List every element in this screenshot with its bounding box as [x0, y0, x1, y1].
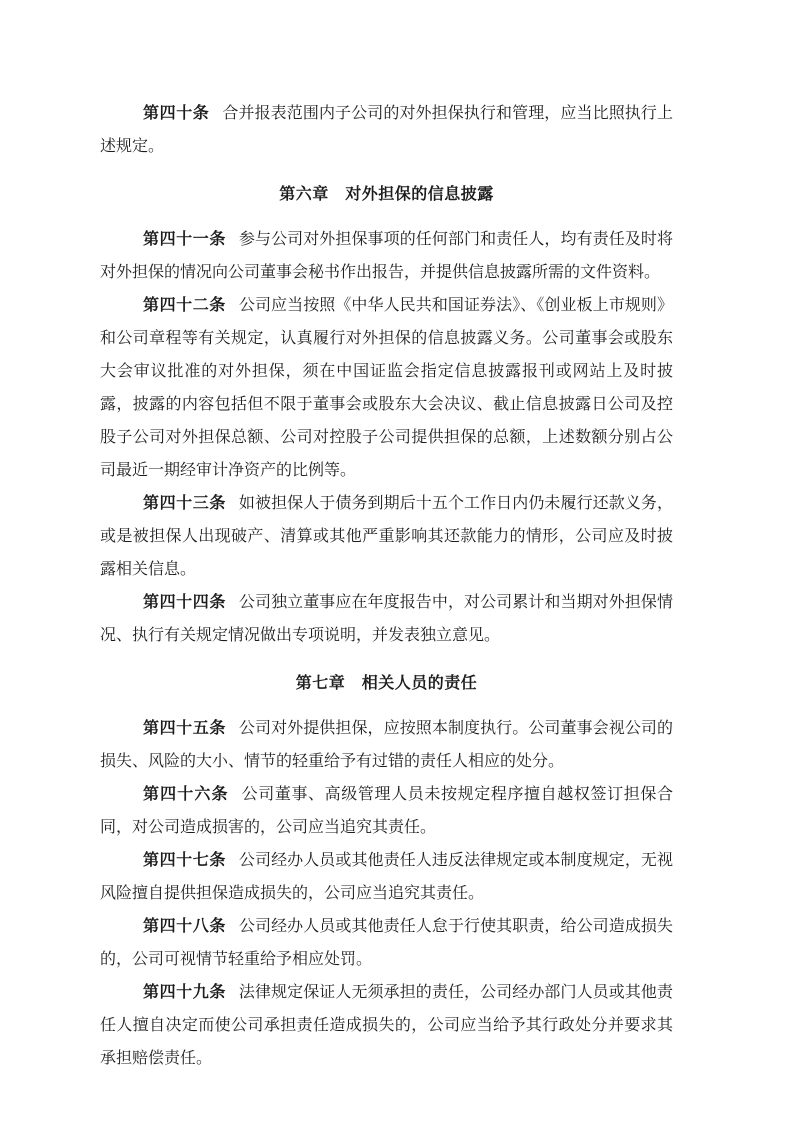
article-text: 公司经办人员或其他责任人违反法律规定或本制度规定，无视风险擅自提供担保造成损失的，公司应当追究其责任。: [100, 852, 673, 902]
article-paragraph: [100, 844, 673, 910]
article-paragraph: [100, 778, 673, 844]
article-paragraph: [100, 487, 673, 586]
chapter-heading: 第六章 对外担保的信息披露: [279, 186, 494, 203]
article-paragraph: [100, 586, 673, 652]
article-paragraph: [100, 223, 673, 289]
article-text: 参与公司对外担保事项的任何部门和责任人，均有责任及时将对外担保的情况向公司董事会秘书作出报告，并提供信息披露所需的文件资料。: [100, 231, 673, 281]
article-text: 合并报表范围内子公司的对外担保执行和管理，应当比照执行上述规定。: [100, 105, 673, 155]
article-paragraph: [100, 910, 673, 976]
article-number: 第四十四条: [143, 594, 226, 611]
article-paragraph: [100, 289, 673, 487]
article-text: 公司应当按照《中华人民共和国证券法》、《创业板上市规则》和公司章程等有关规定，认真履行对外担保的信息披露义务。公司董事会或股东大会审议批准的对外担保，须在中国证监会指定信息披露报刊或网站上及时披露，披露的内容包括但不限于董事会或股东大会决议、截止信息披露日公司及控股子公司对外担保总额、公司对控股子公司提供担保的总额，上述数额分别占公司最近一期经审计净资产的比例等。: [100, 297, 673, 479]
article-text: 公司董事、高级管理人员未按规定程序擅自越权签订担保合同，对公司造成损害的，公司应当追究其责任。: [100, 786, 673, 836]
article-paragraph: [100, 976, 673, 1075]
article-number: 第四十五条: [143, 720, 226, 737]
article-paragraph: [100, 97, 673, 163]
article-text: 如被担保人于债务到期后十五个工作日内仍未履行还款义务，或是被担保人出现破产、清算或其他严重影响其还款能力的情形，公司应及时披露相关信息。: [100, 495, 673, 578]
article-number: 第四十八条: [143, 918, 226, 935]
article-text: 公司对外提供担保，应按照本制度执行。公司董事会视公司的损失、风险的大小、情节的轻重给予有过错的责任人相应的处分。: [100, 720, 673, 770]
article-number: 第四十九条: [143, 984, 226, 1001]
article-paragraph: [100, 712, 673, 778]
chapter-heading: 第七章 相关人员的责任: [295, 675, 478, 692]
document-body: [100, 97, 673, 1075]
article-number: 第四十三条: [143, 495, 226, 512]
article-text: 公司独立董事应在年度报告中，对公司累计和当期对外担保情况、执行有关规定情况做出专项说明，并发表独立意见。: [100, 594, 673, 644]
article-number: 第四十条: [143, 105, 210, 122]
article-number: 第四十七条: [143, 852, 226, 869]
article-number: 第四十一条: [143, 231, 226, 248]
article-text: 法律规定保证人无须承担的责任，公司经办部门人员或其他责任人擅自决定而使公司承担责任造成损失的，公司应当给予其行政处分并要求其承担赔偿责任。: [100, 984, 673, 1067]
article-number: 第四十二条: [143, 297, 226, 314]
article-text: 公司经办人员或其他责任人怠于行使其职责，给公司造成损失的，公司可视情节轻重给予相应处罚。: [100, 918, 673, 968]
article-number: 第四十六条: [143, 786, 229, 803]
